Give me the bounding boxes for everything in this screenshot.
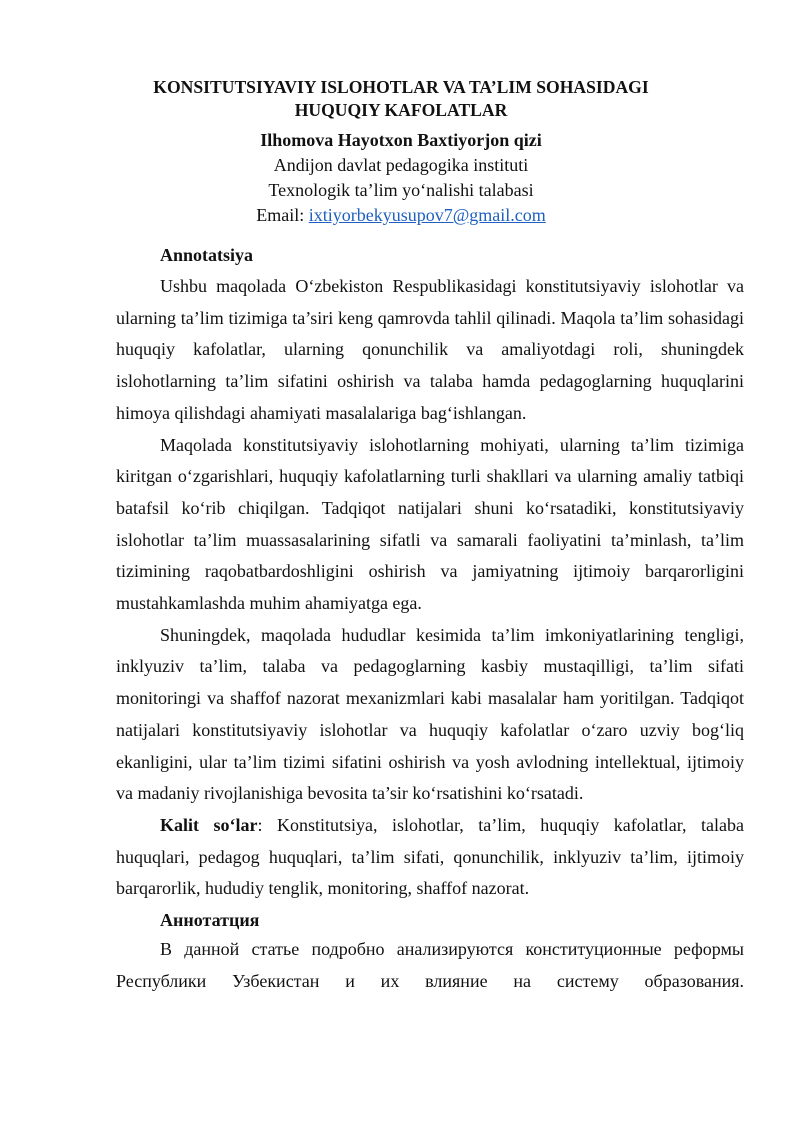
email-line (116, 203, 686, 228)
keywords-text: : Konstitutsiya, islohotlar, ta’lim, huquqiy kafolatlar, talaba huquqlari, pedagog huquqlari, ta’lim sifati, qonunchilik, inklyuziv ta’lim, ijtimoiy barqarorlik, hududiy tenglik, monitoring, shaffof nazorat. (116, 814, 744, 899)
abstract-ru-heading: Аннотатция (160, 910, 260, 931)
email-label: Email: (256, 205, 309, 225)
keywords-paragraph (116, 810, 744, 905)
keywords-label: Kalit so‘lar (160, 814, 258, 835)
title-line-1: KONSITUTSIYAVIY ISLOHOTLAR VA TA’LIM SOHASIDAGI (153, 77, 649, 97)
institution: Andijon davlat pedagogika instituti (273, 155, 529, 175)
program: Texnologik ta’lim yo‘nalishi talabasi (268, 180, 534, 200)
abstract-uz-paragraph-1: Ushbu maqolada O‘zbekiston Respublikasidagi konstitutsiyaviy islohotlar va ularning ta’lim tizimiga ta’siri keng qamrovda tahlil qilinadi. Maqola ta’lim sohasidagi huquqiy kafolatlar, ularning qonunchilik va amaliyotdagi roli, shuningdek islohotlarning ta’lim sifatini oshirish va talaba hamda pedagoglarning huquqlarini himoya qilishdagi ahamiyati masalalariga bag‘ishlangan. (116, 276, 744, 423)
abstract-uz-paragraph-3: Shuningdek, maqolada hududlar kesimida ta’lim imkoniyatlarining tengligi, inklyuziv ta’lim, talaba va pedagoglarning kasbiy mustaqilligi, ta’lim sifati monitoringi va shaffof nazorat mexanizmlari kabi masalalar ham yoritilgan. Tadqiqot natijalari konstitutsiyaviy islohotlar va huquqiy kafolatlar o‘zaro uzviy bog‘liq ekanligini, ular ta’lim tizimi sifatini oshirish va yosh avlodning intellektual, ijtimoiy va madaniy rivojlanishiga bevosita ta’sir ko‘rsatishini ko‘rsatadi. (116, 624, 744, 804)
paper-title (116, 76, 686, 122)
author-block (116, 128, 686, 228)
title-line-2: HUQUQIY KAFOLATLAR (294, 100, 508, 120)
email-link[interactable]: ixtiyorbekyusupov7@gmail.com (308, 205, 546, 225)
abstract-uz-paragraph-2: Maqolada konstitutsiyaviy islohotlarning mohiyati, ularning ta’lim tizimiga kiritgan o‘zgarishlari, huquqiy kafolatlarning turli shakllari va ularning amaliy tatbiqi batafsil ko‘rib chiqilgan. Tadqiqot natijalari shuni ko‘rsatadiki, konstitutsiyaviy islohotlar ta’lim muassasalarining sifatli va samarali faoliyatini ta’minlash, ta’lim tizimining raqobatbardoshligini oshirish va jamiyatning ijtimoiy barqarorligini mustahkamlashda muhim ahamiyatga ega. (116, 434, 744, 614)
abstract-ru-paragraph-1: В данной статье подробно анализируются конституционные реформы Республики Узбекистан и их влияние на систему образования. (116, 939, 744, 991)
abstract-uz-heading: Annotatsiya (160, 245, 254, 265)
author-name: Ilhomova Hayotxon Baxtiyorjon qizi (260, 130, 542, 150)
